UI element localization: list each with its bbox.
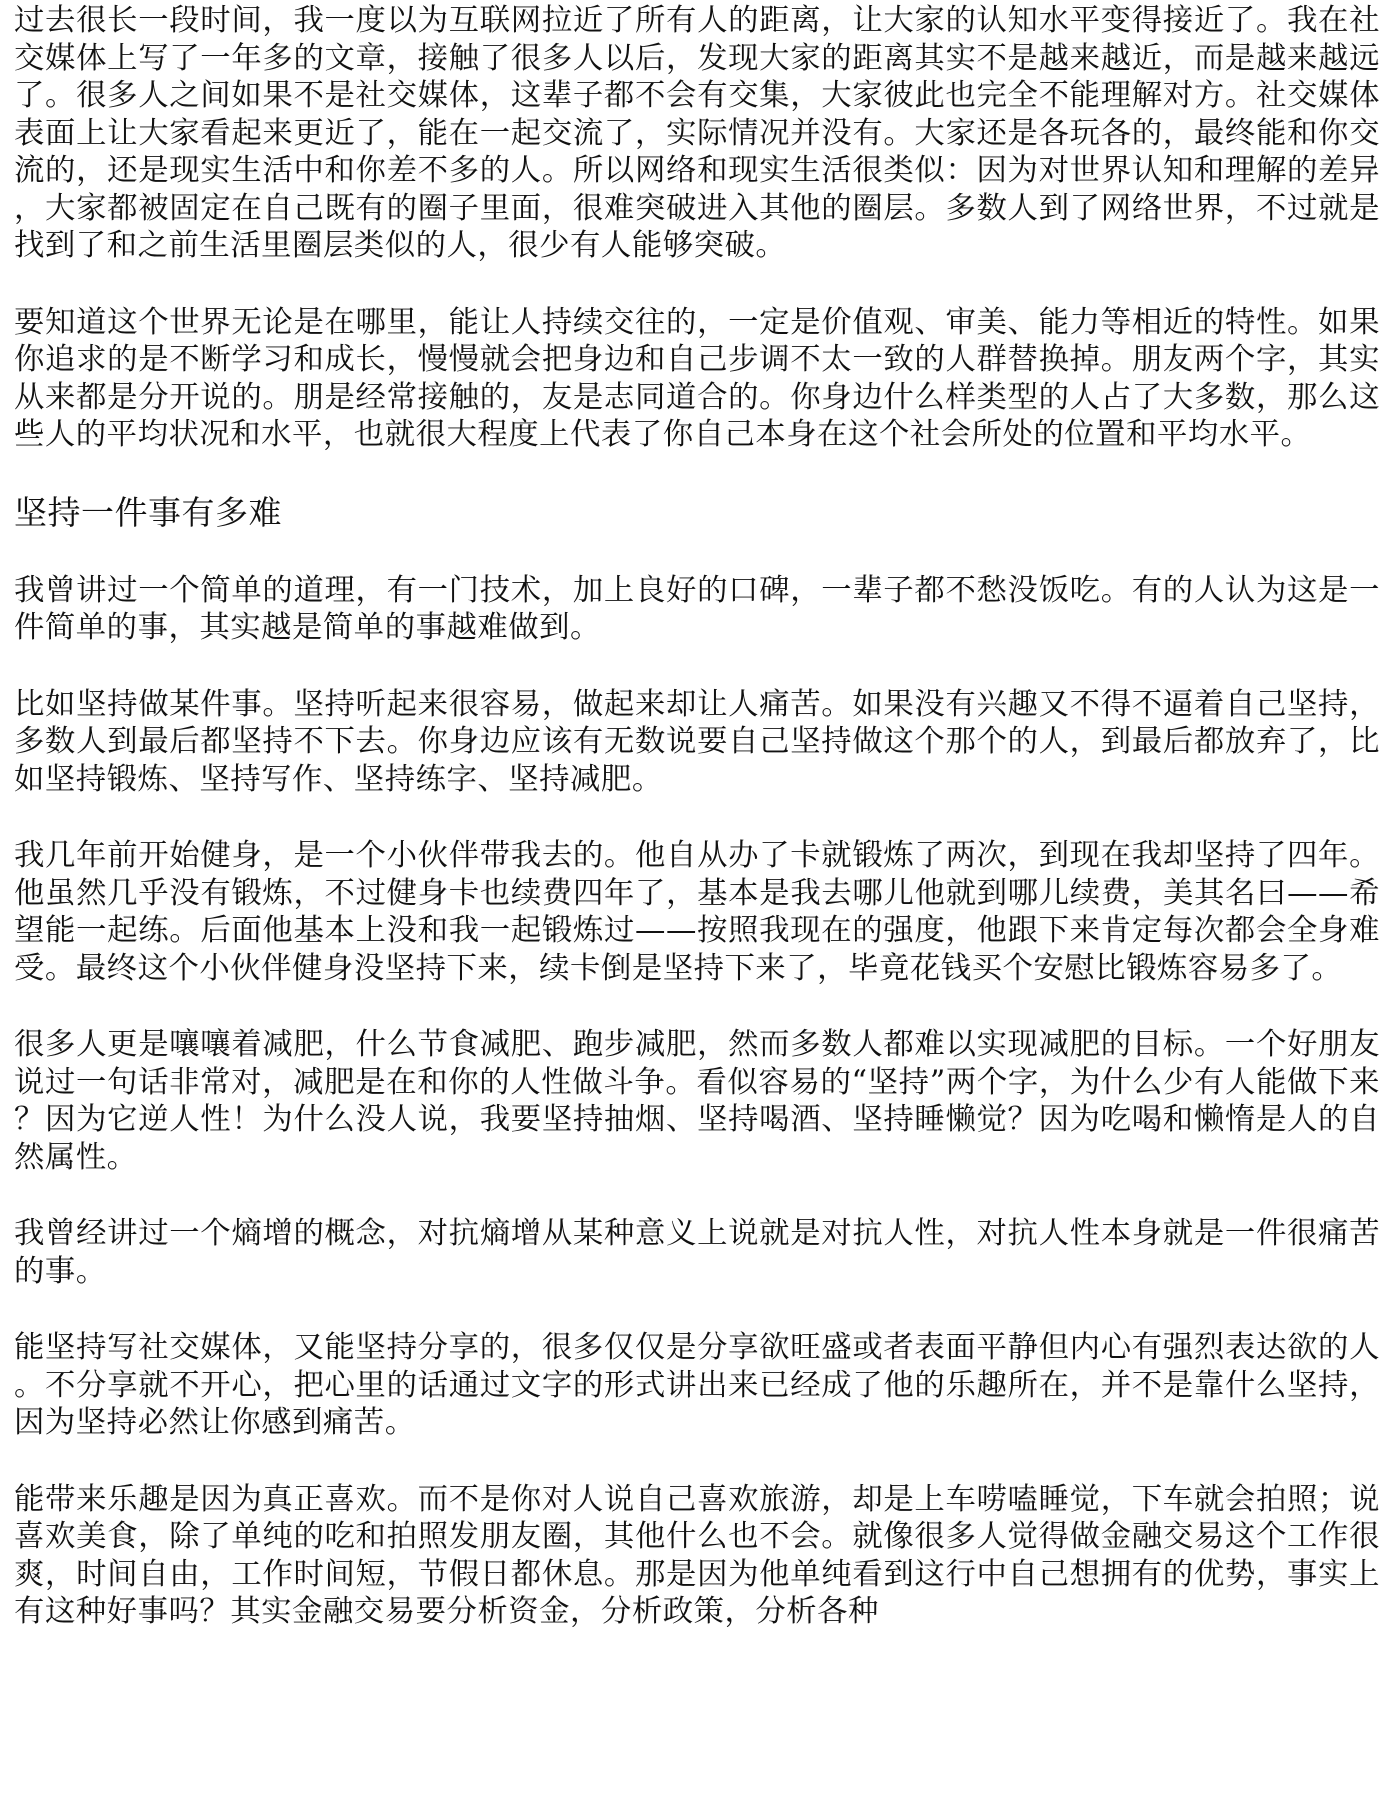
document-page	[14, 2, 1380, 1631]
paragraph-gap	[14, 265, 1380, 304]
paragraph-gap	[14, 533, 1380, 572]
paragraph-gap	[14, 647, 1380, 686]
paragraph-gap	[14, 454, 1380, 493]
paragraph-internet-distance: 过去很长一段时间，我一度以为互联网拉近了所有人的距离，让大家的认知水平变得接近了。我在社交媒体上写了一年多的文章，接触了很多人以后，发现大家的距离其实不是越来越近，而是越来越远了。很多人之间如果不是社交媒体，这辈子都不会有交集，大家彼此也完全不能理解对方。社交媒体表面上让大家看起来更近了，能在一起交流了，实际情况并没有。大家还是各玩各的，最终能和你交流的，还是现实生活中和你差不多的人。所以网络和现实生活很类似：因为对世界认知和理解的差异，大家都被固定在自己既有的圈子里面，很难突破进入其他的圈层。多数人到了网络世界，不过就是找到了和之前生活里圈层类似的人，很少有人能够突破。	[14, 3, 1380, 263]
paragraph-sharing: 能坚持写社交媒体，又能坚持分享的，很多仅仅是分享欲旺盛或者表面平静但内心有强烈表达欲的人。不分享就不开心，把心里的话通过文字的形式讲出来已经成了他的乐趣所在，并不是靠什么坚持，因为坚持必然让你感到痛苦。	[14, 1330, 1380, 1440]
paragraph-gap	[14, 987, 1380, 1026]
paragraph-friends-circle: 要知道这个世界无论是在哪里，能让人持续交往的，一定是价值观、审美、能力等相近的特性。如果你追求的是不断学习和成长，慢慢就会把身边和自己步调不太一致的人群替换掉。朋友两个字，其实从来都是分开说的。朋是经常接触的，友是志同道合的。你身边什么样类型的人占了大多数，那么这些人的平均状况和水平，也就很大程度上代表了你自己本身在这个社会所处的位置和平均水平。	[14, 304, 1380, 452]
section-heading: 坚持一件事有多难	[14, 492, 282, 532]
paragraph-gap	[14, 1176, 1380, 1215]
paragraph-simple-truth: 我曾讲过一个简单的道理，有一门技术，加上良好的口碑，一辈子都不愁没饭吃。有的人认为这是一件简单的事，其实越是简单的事越难做到。	[14, 572, 1380, 645]
paragraph-entropy: 我曾经讲过一个熵增的概念，对抗熵增从某种意义上说就是对抗人性，对抗人性本身就是一件很痛苦的事。	[14, 1216, 1380, 1289]
paragraph-gap	[14, 798, 1380, 837]
paragraph-fitness-story: 我几年前开始健身，是一个小伙伴带我去的。他自从办了卡就锻炼了两次，到现在我却坚持了四年。他虽然几乎没有锻炼，不过健身卡也续费四年了，基本是我去哪儿他就到哪儿续费，美其名曰——希望能一起练。后面他基本上没和我一起锻炼过——按照我现在的强度，他跟下来肯定每次都会全身难受。最终这个小伙伴健身没坚持下来，续卡倒是坚持下来了，毕竟花钱买个安慰比锻炼容易多了。	[14, 838, 1380, 986]
paragraph-gap	[14, 1290, 1380, 1329]
paragraph-weight-loss: 很多人更是嚷嚷着减肥，什么节食减肥、跑步减肥，然而多数人都难以实现减肥的目标。一个好朋友说过一句话非常对，减肥是在和你的人性做斗争。看似容易的“坚持”两个字，为什么少有人能做下来？因为它逆人性！为什么没人说，我要坚持抽烟、坚持喝酒、坚持睡懒觉？因为吃喝和懒惰是人的自然属性。	[14, 1027, 1380, 1175]
paragraph-gap	[14, 1442, 1380, 1481]
paragraph-true-interest: 能带来乐趣是因为真正喜欢。而不是你对人说自己喜欢旅游，却是上车唠嗑睡觉，下车就会拍照；说喜欢美食，除了单纯的吃和拍照发朋友圈，其他什么也不会。就像很多人觉得做金融交易这个工作很爽，时间自由，工作时间短，节假日都休息。那是因为他单纯看到这行中自己想拥有的优势，事实上有这种好事吗？其实金融交易要分析资金，分析政策，分析各种	[14, 1481, 1380, 1629]
paragraph-persistence: 比如坚持做某件事。坚持听起来很容易，做起来却让人痛苦。如果没有兴趣又不得不逼着自己坚持，多数人到最后都坚持不下去。你身边应该有无数说要自己坚持做这个那个的人，到最后都放弃了，比如坚持锻炼、坚持写作、坚持练字、坚持减肥。	[14, 686, 1380, 797]
